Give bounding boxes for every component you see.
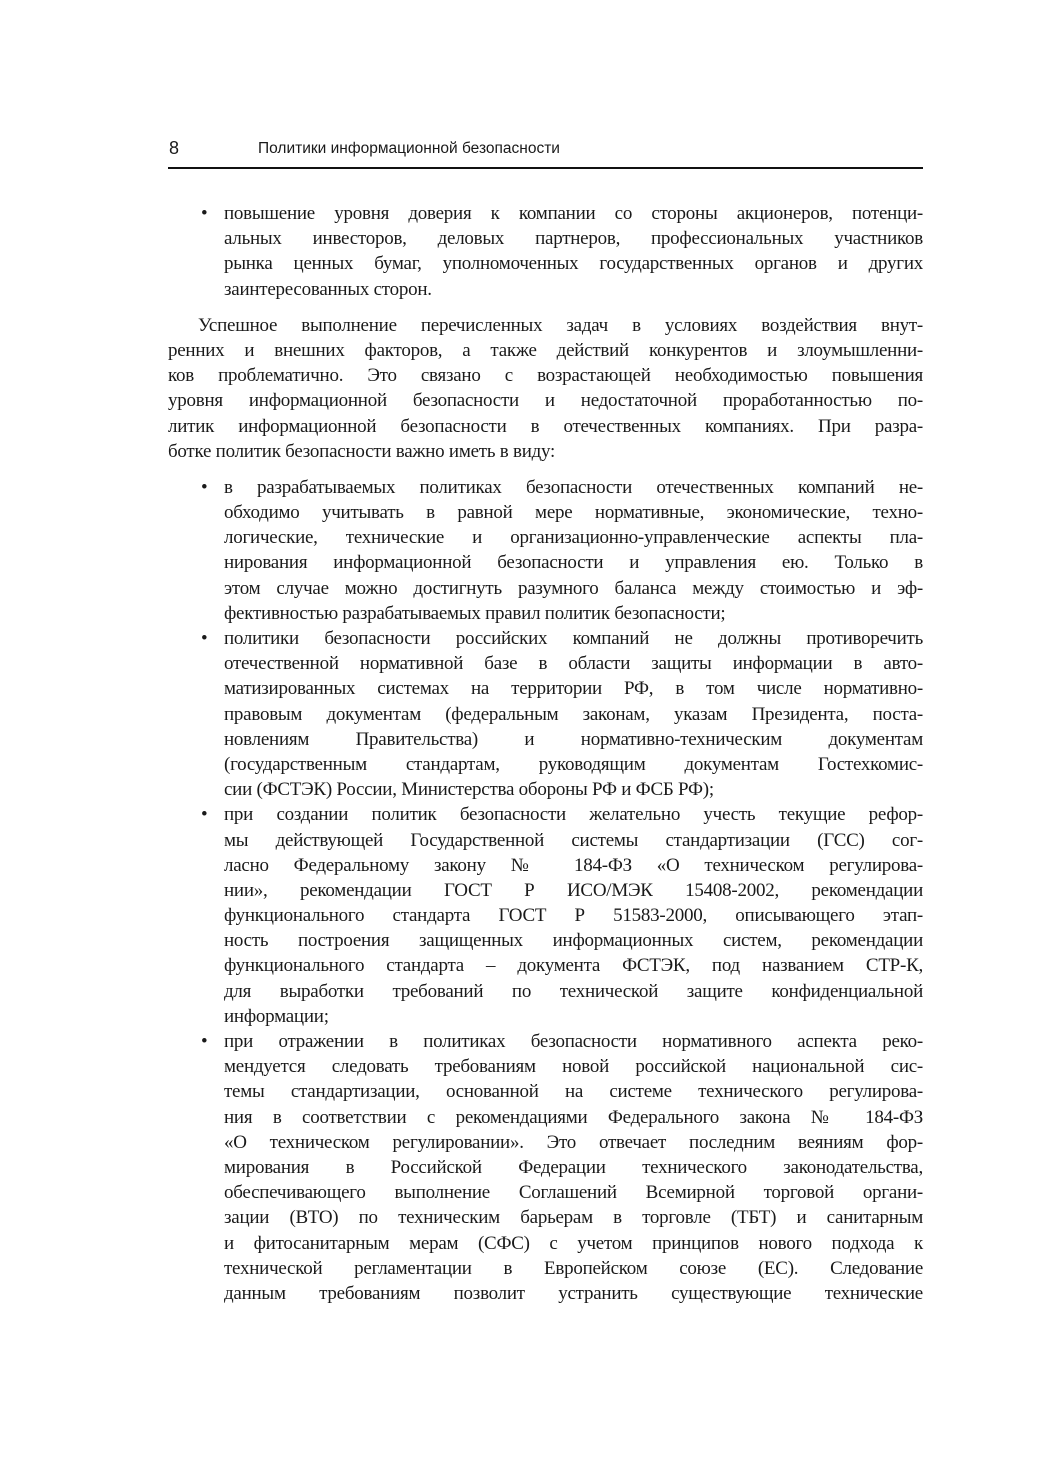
text-line: политики безопасности российских компаний не должны противоречить	[224, 628, 923, 649]
text-line: логические, технические и организационно-управленческие аспекты пла-	[224, 527, 923, 549]
text-line: ность построения защищенных информационных систем, рекомендации	[224, 930, 923, 952]
text-line: функционального стандарта ГОСТ Р 51583-2000, описывающего этап-	[224, 905, 923, 927]
text-line: фективностью разрабатываемых правил политик безопасности;	[224, 602, 726, 624]
text-line: мендуется следовать требованиям новой российской национальной сис-	[224, 1056, 923, 1078]
text-line: при отражении в политиках безопасности нормативного аспекта реко-	[224, 1031, 923, 1052]
text-line: мирования в Российской Федерации технического законодательства,	[224, 1156, 923, 1178]
paragraph	[168, 313, 923, 464]
bullet-icon: •	[201, 804, 208, 826]
text-line: ренних и внешних факторов, а также действий конкурентов и злоумышленни-	[168, 339, 923, 361]
running-header-title: Политики информационной безопасности	[258, 140, 560, 157]
text-line: нии», рекомендации ГОСТ Р ИСО/МЭК 15408-2002, рекомендации	[224, 879, 923, 901]
page-number: 8	[169, 138, 180, 158]
bullet-item	[168, 201, 923, 302]
text-line: в разрабатываемых политиках безопасности отечественных компаний не-	[224, 476, 923, 498]
text-line: обходимо учитывать в равной мере нормативные, экономические, техно-	[224, 502, 923, 524]
text-line: (государственным стандартам, руководящим документам Гостехкомис-	[224, 753, 923, 775]
bullet-item	[168, 1029, 923, 1306]
text-line: этом случае можно достигнуть разумного баланса между стоимостью и эф-	[224, 577, 923, 599]
text-line: данным требованиям позволит устранить существующие технические	[224, 1282, 923, 1304]
text-line: для выработки требований по технической защите конфиденциальной	[224, 980, 923, 1002]
bullet-icon: •	[201, 628, 208, 649]
text-line: информации;	[224, 1005, 329, 1027]
text-line: новлениям Правительства) и нормативно-техническим документам	[224, 728, 923, 750]
text-line: и фитосанитарным мерам (СФС) с учетом принципов нового подхода к	[224, 1232, 923, 1254]
text-line: темы стандартизации, основанной на системе технического регулирова-	[224, 1081, 923, 1103]
text-line: рынка ценных бумаг, уполномоченных государственных органов и других	[224, 253, 923, 275]
text-line: матизированных системах на территории РФ, в том числе нормативно-	[224, 678, 923, 700]
text-line: уровня информационной безопасности и недостаточной проработанностью по-	[168, 390, 923, 412]
bullet-icon: •	[201, 203, 208, 224]
bullet-item	[168, 802, 923, 1029]
bullet-item	[168, 475, 923, 626]
bullet-icon: •	[201, 476, 208, 498]
text-line: правовым документам (федеральным законам, указам Президента, поста-	[224, 703, 923, 725]
text-line: технической регламентации в Европейском союзе (ЕС). Следование	[224, 1257, 923, 1279]
text-line: повышение уровня доверия к компании со стороны акционеров, потенци-	[224, 203, 923, 224]
text-line: «О техническом регулировании». Это отвечает последним веяниям фор-	[224, 1131, 923, 1153]
text-line: ботке политик безопасности важно иметь в виду:	[168, 440, 556, 462]
header-rule	[168, 167, 923, 169]
text-line: функционального стандарта – документа ФСТЭК, под названием СТР-К,	[224, 955, 923, 977]
text-line: ласно Федеральному закону № 184-ФЗ «О техническом регулирова-	[224, 854, 923, 876]
bullet-item	[168, 626, 923, 802]
text-line: литик информационной безопасности в отечественных компаниях. При разра-	[168, 415, 923, 437]
text-line: нирования информационной безопасности и управления ею. Только в	[224, 552, 923, 574]
text-line: зации (ВТО) по техническим барьерам в торговле (ТБТ) и санитарным	[224, 1207, 923, 1229]
text-line: альных инвесторов, деловых партнеров, профессиональных участников	[224, 228, 923, 250]
text-line: обеспечивающего выполнение Соглашений Всемирной торговой органи-	[224, 1182, 923, 1204]
bullet-icon: •	[201, 1031, 208, 1052]
text-line: при создании политик безопасности желательно учесть текущие рефор-	[224, 804, 923, 826]
text-line: мы действующей Государственной системы стандартизации (ГСС) сог-	[224, 829, 923, 851]
text-line: ния в соответствии с рекомендациями Федерального закона № 184-ФЗ	[224, 1106, 923, 1128]
page-body	[168, 201, 923, 1306]
text-line: заинтересованных сторон.	[224, 278, 432, 300]
text-line: Успешное выполнение перечисленных задач в условиях воздействия внут-	[198, 314, 923, 336]
text-line: сии (ФСТЭК) России, Министерства обороны РФ и ФСБ РФ);	[224, 779, 714, 801]
text-line: отечественной нормативной базе в области защиты информации в авто-	[224, 653, 923, 675]
text-line: ков проблематично. Это связано с возрастающей необходимостью повышения	[168, 365, 923, 387]
